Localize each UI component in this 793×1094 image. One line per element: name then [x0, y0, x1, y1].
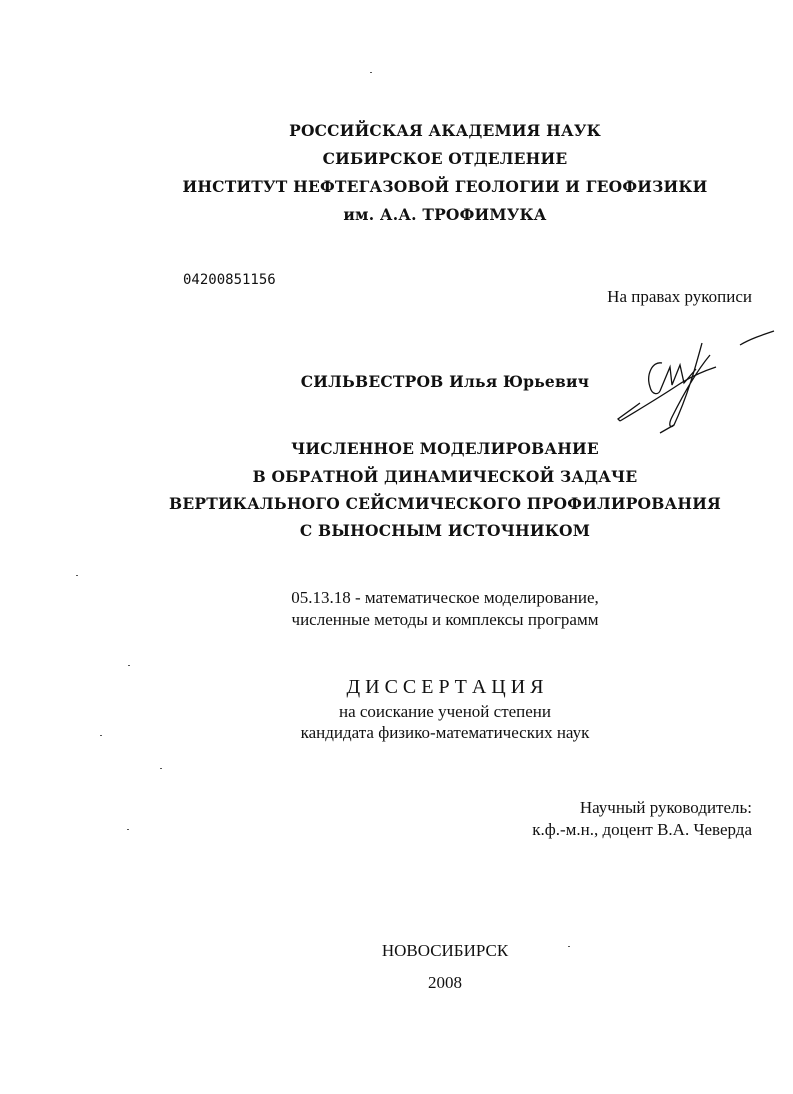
degree-line-1: на соискание ученой степени	[338, 702, 552, 721]
scan-speck	[127, 829, 129, 830]
title-line-2: В ОБРАТНОЙ ДИНАМИЧЕСКОЙ ЗАДАЧЕ	[252, 467, 638, 486]
author-name: СИЛЬВЕСТРОВ Илья Юрьевич	[300, 372, 590, 391]
specialty-line-2: численные методы и комплексы программ	[291, 610, 599, 629]
org-line-1: РОССИЙСКАЯ АКАДЕМИЯ НАУК	[289, 121, 601, 140]
title-line-4: С ВЫНОСНЫМ ИСТОЧНИКОМ	[299, 521, 591, 540]
org-line-2: СИБИРСКОЕ ОТДЕЛЕНИЕ	[322, 149, 568, 168]
title-line-1: ЧИСЛЕННОЕ МОДЕЛИРОВАНИЕ	[291, 439, 599, 458]
year: 2008	[428, 973, 462, 992]
degree-heading: Д И С С Е Р Т А Ц И Я	[346, 676, 544, 698]
degree-line-2: кандидата физико-математических наук	[300, 723, 590, 742]
specialty-line-1: 05.13.18 - математическое моделирование,	[291, 588, 599, 607]
scan-speck	[128, 665, 130, 666]
org-line-4: им. А.А. ТРОФИМУКА	[343, 205, 547, 224]
registry-number: 04200851156	[183, 272, 276, 288]
scan-speck	[568, 946, 570, 947]
scan-speck	[76, 575, 78, 576]
supervisor-label: Научный руководитель:	[579, 798, 752, 817]
scan-speck	[160, 768, 162, 769]
scan-speck	[100, 735, 102, 736]
supervisor-name: к.ф.-м.н., доцент В.А. Чеверда	[532, 820, 752, 839]
city: НОВОСИБИРСК	[381, 941, 509, 960]
manuscript-note: На правах рукописи	[607, 287, 752, 306]
scan-speck	[370, 72, 372, 73]
title-line-3: ВЕРТИКАЛЬНОГО СЕЙСМИЧЕСКОГО ПРОФИЛИРОВАНИЯ	[169, 494, 721, 513]
org-line-3: ИНСТИТУТ НЕФТЕГАЗОВОЙ ГЕОЛОГИИ И ГЕОФИЗИКИ	[182, 177, 708, 196]
signature	[600, 325, 780, 435]
